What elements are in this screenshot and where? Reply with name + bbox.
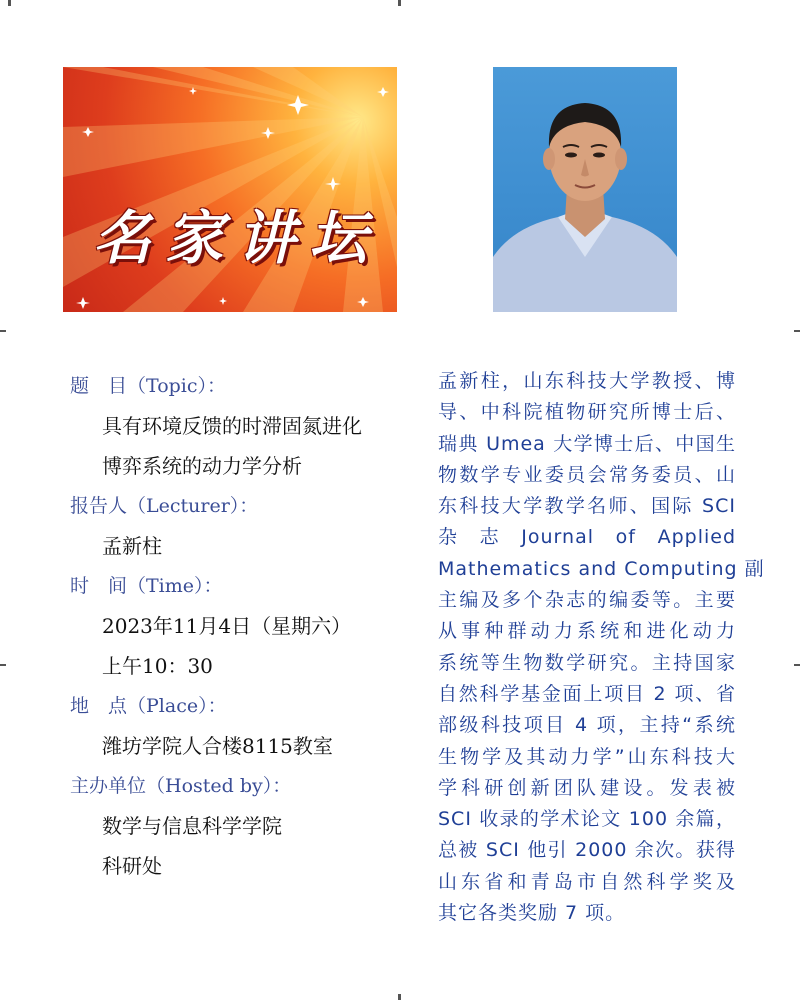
crop-mark-left-low bbox=[0, 664, 6, 666]
event-info bbox=[70, 370, 410, 890]
bio-line: Mathematics and Computing 副 bbox=[438, 557, 765, 580]
bio-line: 学科研创新团队建设。发表被 bbox=[438, 776, 736, 799]
bio-line: 杂 志 Journal of Applied bbox=[438, 526, 736, 549]
lecturer-portrait-graphic bbox=[493, 67, 677, 312]
lecturer-name: 孟新柱 bbox=[102, 534, 162, 558]
bio-line: 生物学及其动力学”山东科技大 bbox=[438, 745, 736, 768]
bio-line: 导、中科院植物研究所博士后、 bbox=[438, 401, 736, 424]
crop-mark-right-mid bbox=[794, 330, 800, 332]
topic-line-2: 博弈系统的动力学分析 bbox=[102, 454, 302, 478]
bio-line: 孟新柱，山东科技大学教授、博 bbox=[438, 370, 736, 392]
time-label: 时 间（Time）： bbox=[70, 575, 223, 597]
place-label: 地 点（Place）： bbox=[70, 695, 227, 717]
forum-banner bbox=[63, 67, 397, 312]
topic-label: 题 目（Topic）： bbox=[70, 375, 227, 397]
place-value: 潍坊学院人合楼8115教室 bbox=[102, 734, 333, 758]
bio-line: 部级科技项目 4 项，主持“系统 bbox=[438, 714, 736, 737]
bio-line: 主编及多个杂志的编委等。主要 bbox=[438, 589, 736, 612]
lecturer-photo bbox=[493, 67, 677, 312]
crop-mark-left-mid bbox=[0, 330, 6, 332]
bio-line: 山东省和青岛市自然科学奖及 bbox=[438, 870, 736, 893]
bio-line: 从事种群动力系统和进化动力 bbox=[438, 620, 736, 643]
topic-line-1: 具有环境反馈的时滞固氮进化 bbox=[102, 414, 362, 438]
bio-line: SCI 收录的学术论文 100 余篇， bbox=[438, 808, 736, 831]
host-value-1: 数学与信息科学学院 bbox=[102, 814, 282, 838]
lecturer-bio bbox=[438, 366, 765, 929]
bio-line-last: 其它各类奖励 7 项。 bbox=[438, 902, 626, 925]
bio-line: 自然科学基金面上项目 2 项、省 bbox=[438, 682, 736, 705]
crop-mark-bottom bbox=[398, 994, 401, 1000]
time-clock: 上午10：30 bbox=[102, 654, 213, 678]
crop-mark-right-low bbox=[794, 664, 800, 666]
banner-rays-graphic bbox=[63, 67, 397, 312]
bio-line: 东科技大学教学名师、国际 SCI bbox=[438, 495, 736, 518]
lecturer-label: 报告人（Lecturer）： bbox=[70, 495, 259, 517]
host-value-2: 科研处 bbox=[102, 854, 162, 878]
bio-line: 系统等生物数学研究。主持国家 bbox=[438, 651, 736, 674]
time-date: 2023年11月4日（星期六） bbox=[102, 614, 352, 638]
bio-line: 物数学专业委员会常务委员、山 bbox=[438, 463, 736, 486]
host-label: 主办单位（Hosted by）： bbox=[70, 775, 292, 797]
banner-title: 名家讲坛 bbox=[93, 204, 382, 272]
bio-line: 总被 SCI 他引 2000 余次。获得 bbox=[438, 839, 736, 862]
crop-mark-top-right bbox=[398, 0, 401, 6]
bio-line: 瑞典 Umea 大学博士后、中国生 bbox=[438, 432, 736, 455]
crop-mark-top-left bbox=[8, 0, 11, 6]
